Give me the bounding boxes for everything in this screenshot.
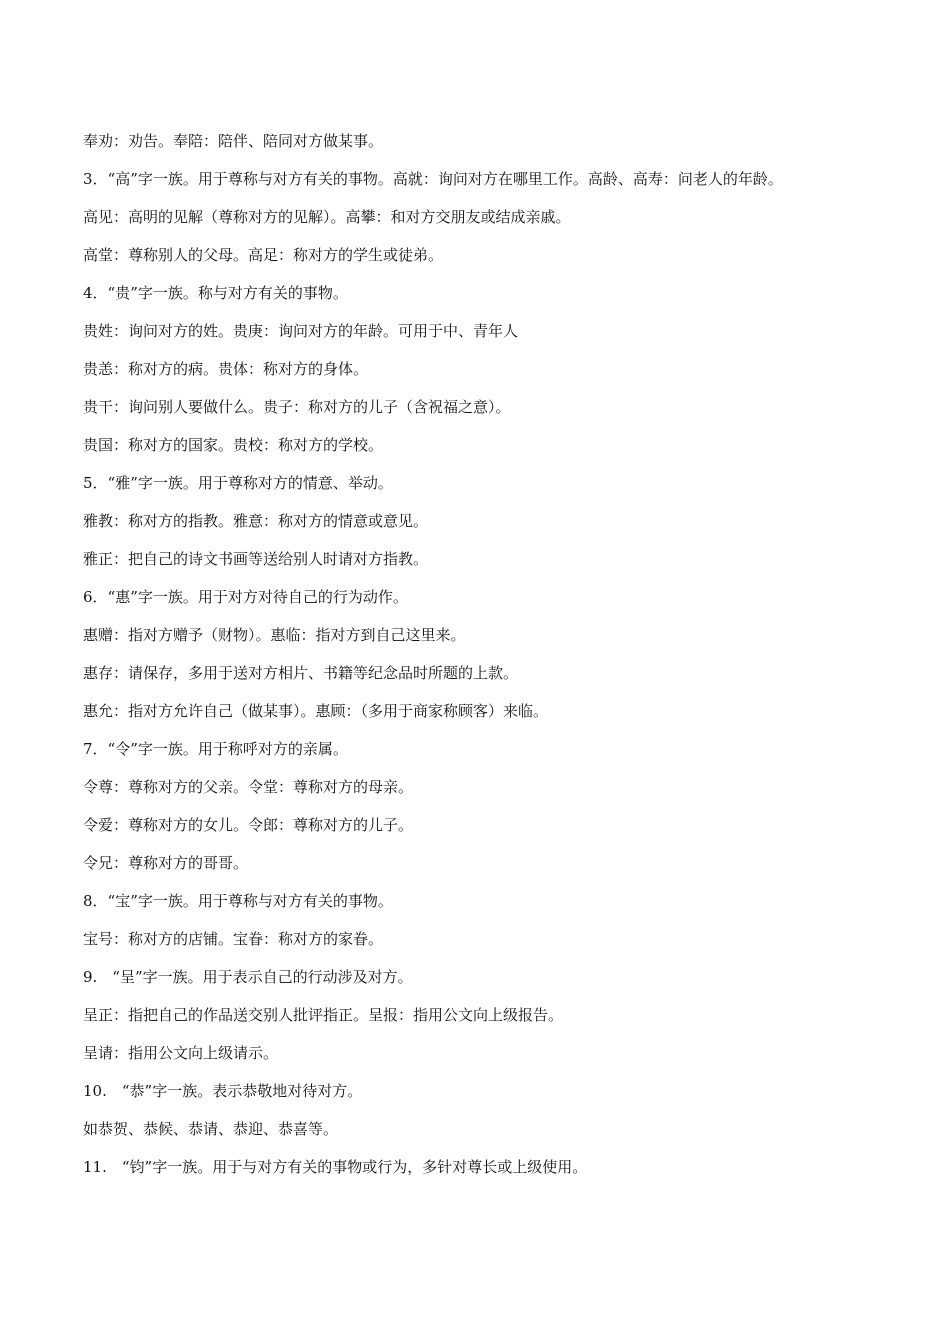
text-line-19: 令爱：尊称对方的女儿。令郎：尊称对方的儿子。 (83, 816, 414, 834)
text-line-2: 3．“高”字一族。用于尊称与对方有关的事物。高就：询问对方在哪里工作。高龄、高寿：问老人的年龄。 (83, 170, 783, 188)
text-line-4: 高堂：尊称别人的父母。高足：称对方的学生或徒弟。 (83, 246, 444, 264)
document-body (83, 122, 873, 1186)
section-heading-4: 4．“贵”字一族。称与对方有关的事物。 (83, 284, 348, 302)
section-heading-9: 9. “呈”字一族。用于表示自己的行动涉及对方。 (83, 968, 413, 986)
section-heading-10: 10. “恭”字一族。表示恭敬地对待对方。 (83, 1082, 363, 1100)
text-line-27: 如恭贺、恭候、恭请、恭迎、恭喜等。 (83, 1120, 339, 1138)
text-line-16: 惠允：指对方允许自己（做某事）。惠顾：（多用于商家称顾客）来临。 (83, 702, 549, 720)
text-line-9: 贵国：称对方的国家。贵校：称对方的学校。 (83, 436, 384, 454)
text-line-20: 令兄：尊称对方的哥哥。 (83, 854, 249, 872)
section-heading-5: 5．“雅”字一族。用于尊称对方的情意、举动。 (83, 474, 393, 492)
text-line-18: 令尊：尊称对方的父亲。令堂：尊称对方的母亲。 (83, 778, 414, 796)
text-line-1: 奉劝：劝告。奉陪：陪伴、陪同对方做某事。 (83, 132, 384, 150)
text-line-8: 贵干：询问别人要做什么。贵子：称对方的儿子（含祝福之意）。 (83, 398, 511, 416)
text-line-6: 贵姓：询问对方的姓。贵庚：询问对方的年龄。可用于中、青年人 (83, 322, 519, 340)
section-heading-7: 7．“令”字一族。用于称呼对方的亲属。 (83, 740, 348, 758)
section-heading-8: 8．“宝”字一族。用于尊称与对方有关的事物。 (83, 892, 393, 910)
text-line-3: 高见：高明的见解（尊称对方的见解）。高攀：和对方交朋友或结成亲戚。 (83, 208, 571, 226)
text-line-12: 雅正：把自己的诗文书画等送给别人时请对方指教。 (83, 550, 429, 568)
text-line-24: 呈正：指把自己的作品送交别人批评指正。呈报：指用公文向上级报告。 (83, 1006, 564, 1024)
text-line-7: 贵恙：称对方的病。贵体：称对方的身体。 (83, 360, 369, 378)
section-heading-11: 11. “钧”字一族。用于与对方有关的事物或行为，多针对尊长或上级使用。 (83, 1158, 588, 1176)
section-heading-6: 6．“惠”字一族。用于对方对待自己的行为动作。 (83, 588, 408, 606)
text-line-11: 雅教：称对方的指教。雅意：称对方的情意或意见。 (83, 512, 429, 530)
text-line-14: 惠赠：指对方赠予（财物）。惠临：指对方到自己这里来。 (83, 626, 466, 644)
text-line-22: 宝号：称对方的店铺。宝眷：称对方的家眷。 (83, 930, 384, 948)
text-line-25: 呈请：指用公文向上级请示。 (83, 1044, 279, 1062)
text-line-15: 惠存：请保存，多用于送对方相片、书籍等纪念品时所题的上款。 (83, 664, 519, 682)
